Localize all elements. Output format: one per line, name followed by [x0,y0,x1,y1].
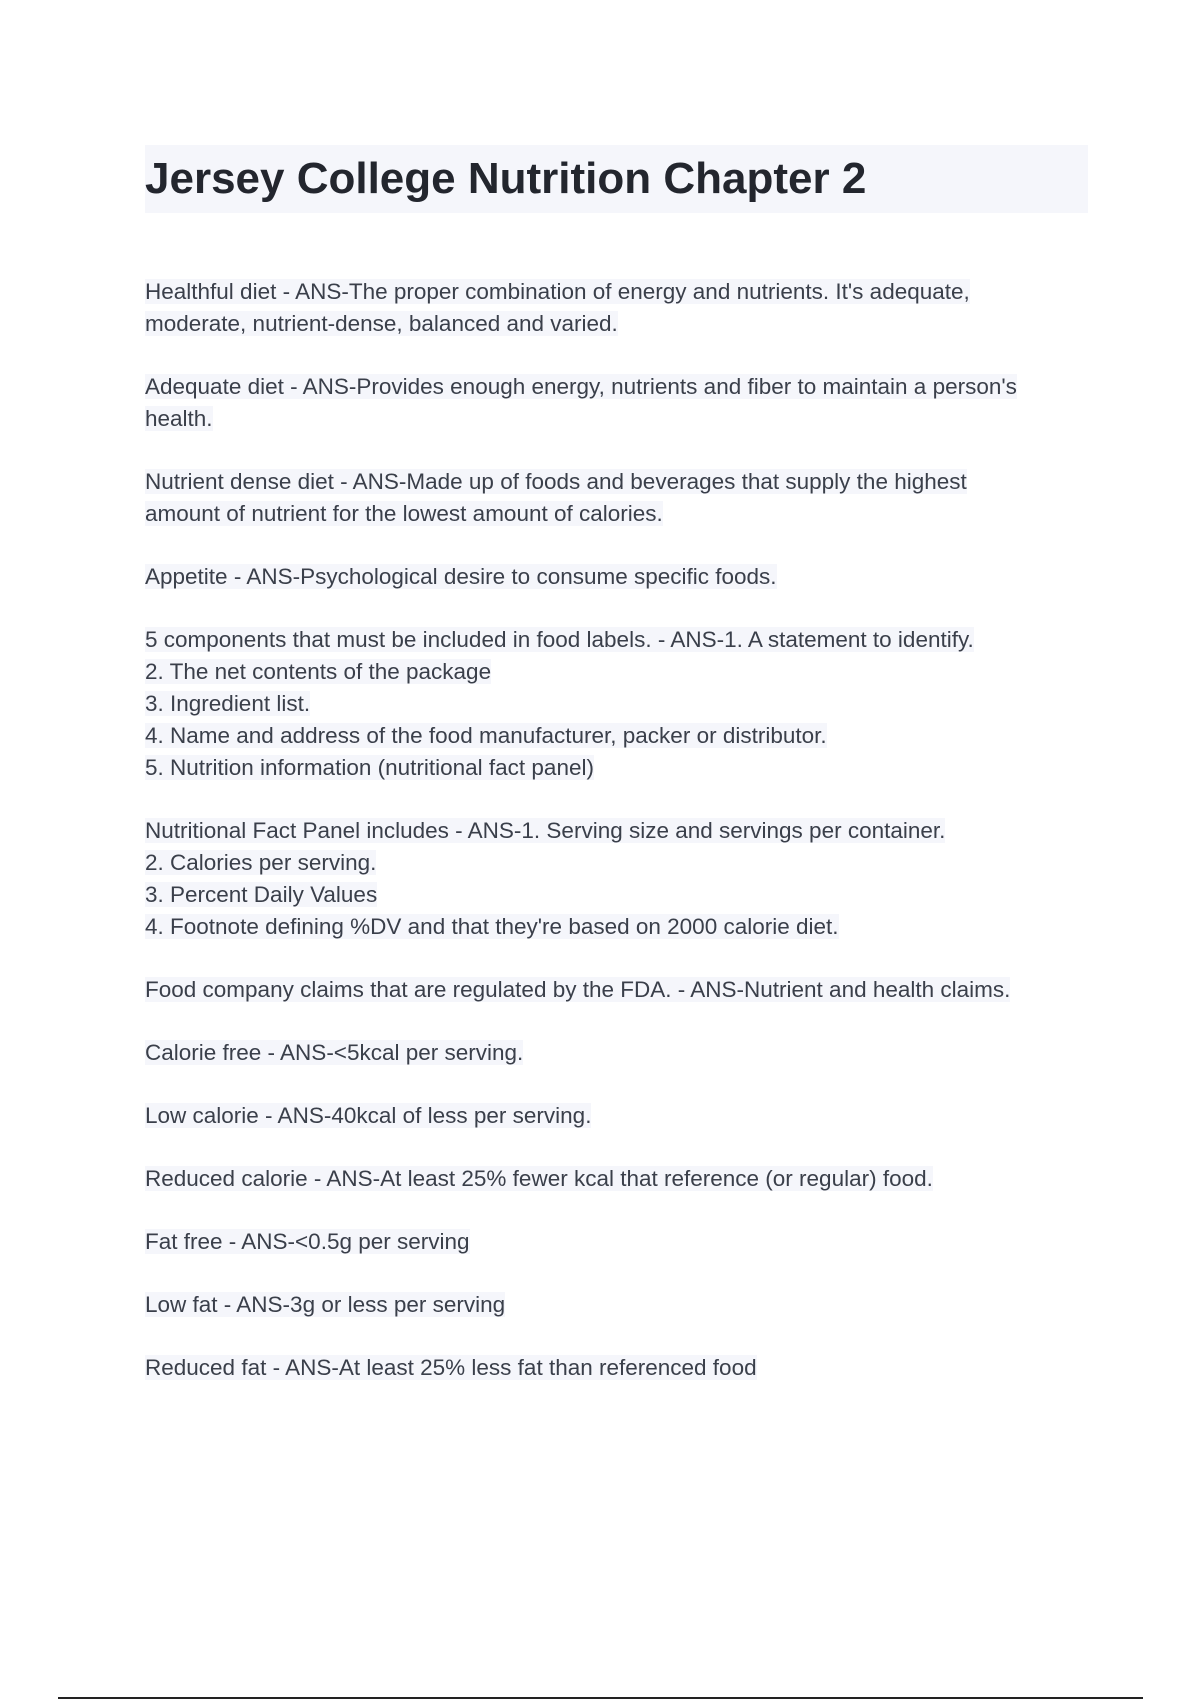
qa-list [145,276,1095,1415]
qa-entry-adequate-diet [145,371,1095,435]
entry-text-line: Fat free - ANS-<0.5g per serving [145,1229,470,1254]
entry-text-line: 3. Ingredient list. [145,691,311,716]
entry-text-line: Reduced fat - ANS-At least 25% less fat than referenced food [145,1355,757,1380]
entry-text-line: Nutrient dense diet - ANS-Made up of foods and beverages that supply the highest [145,469,967,494]
qa-entry-low-fat [145,1289,1095,1321]
qa-entry-calorie-free [145,1037,1095,1069]
title-block [145,145,1088,213]
entry-text-line: health. [145,406,213,431]
entry-text-line: 2. Calories per serving. [145,850,377,875]
qa-entry-reduced-fat [145,1352,1095,1384]
entry-text-line: moderate, nutrient-dense, balanced and varied. [145,311,618,336]
page-bottom-divider [58,1697,1143,1699]
entry-text-line: Low calorie - ANS-40kcal of less per serving. [145,1103,592,1128]
entry-text-line: Appetite - ANS-Psychological desire to consume specific foods. [145,564,777,589]
qa-entry-fda-claims [145,974,1095,1006]
entry-text-line: 2. The net contents of the package [145,659,492,684]
qa-entry-food-label-components [145,624,1095,784]
page-title: Jersey College Nutrition Chapter 2 [145,154,867,203]
entry-text-line: 5 components that must be included in food labels. - ANS-1. A statement to identify. [145,627,974,652]
entry-text-line: Reduced calorie - ANS-At least 25% fewer kcal that reference (or regular) food. [145,1166,933,1191]
qa-entry-fat-free [145,1226,1095,1258]
qa-entry-nutrition-fact-panel [145,815,1095,943]
qa-entry-reduced-calorie [145,1163,1095,1195]
entry-text-line: 4. Footnote defining %DV and that they're based on 2000 calorie diet. [145,914,839,939]
entry-text-line: Nutritional Fact Panel includes - ANS-1. Serving size and servings per container. [145,818,946,843]
qa-entry-low-calorie [145,1100,1095,1132]
entry-text-line: Food company claims that are regulated by the FDA. - ANS-Nutrient and health claims. [145,977,1011,1002]
entry-text-line: Low fat - ANS-3g or less per serving [145,1292,506,1317]
entry-text-line: Healthful diet - ANS-The proper combination of energy and nutrients. It's adequate, [145,279,970,304]
qa-entry-healthful-diet [145,276,1095,340]
entry-text-line: 3. Percent Daily Values [145,882,378,907]
entry-text-line: 5. Nutrition information (nutritional fact panel) [145,755,594,780]
entry-text-line: amount of nutrient for the lowest amount of calories. [145,501,663,526]
qa-entry-nutrient-dense-diet [145,466,1095,530]
entry-text-line: Calorie free - ANS-<5kcal per serving. [145,1040,524,1065]
entry-text-line: Adequate diet - ANS-Provides enough energy, nutrients and fiber to maintain a person's [145,374,1017,399]
entry-text-line: 4. Name and address of the food manufacturer, packer or distributor. [145,723,827,748]
qa-entry-appetite [145,561,1095,593]
